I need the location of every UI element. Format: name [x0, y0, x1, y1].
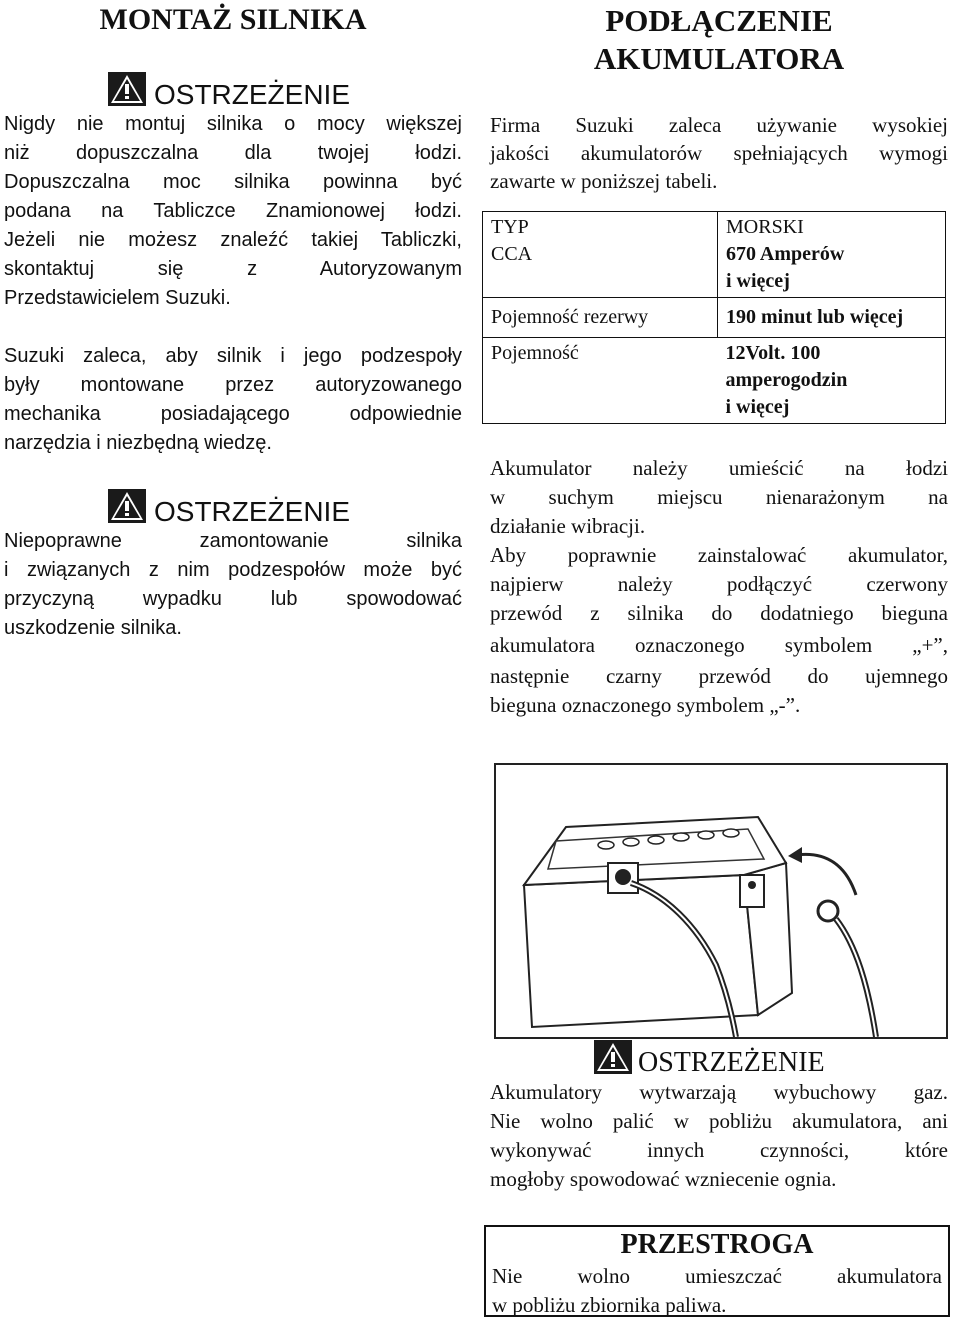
- warning-triangle-icon: [594, 1040, 632, 1074]
- text-line: Jeżeli nie możesz znaleźć takiej Tabliczki,: [4, 229, 462, 251]
- warning-heading-1: [4, 72, 462, 110]
- connection-text: [490, 541, 948, 720]
- text-line: Nigdy nie montuj silnika o mocy większej: [4, 113, 462, 135]
- table-cell: [483, 298, 718, 338]
- battery-spec-table-wrap: [490, 211, 948, 424]
- cell-value: 12Volt. 100: [725, 342, 821, 364]
- text-line: wykonywać innych czynności, które: [490, 1138, 948, 1162]
- left-column: [4, 0, 462, 643]
- table-cell: [718, 212, 946, 298]
- warning-heading-3: [490, 1040, 948, 1078]
- table-row: [483, 298, 946, 338]
- warning-block-3: [490, 1040, 948, 1194]
- battery-illustration: [494, 763, 948, 1039]
- warning-triangle-icon: [108, 489, 146, 523]
- text-line: przyczyną wypadku lub spowodować: [4, 588, 462, 610]
- text-line: akumulatora oznaczonego symbolem „+”,: [490, 633, 948, 657]
- table-cell: [718, 298, 946, 338]
- cell-label: Pojemność rezerwy: [491, 306, 649, 328]
- text-line: Akumulator należy umieścić na łodzi: [490, 456, 948, 480]
- section-title-battery-line1: PODŁĄCZENIE: [605, 3, 833, 38]
- text-line: Nie wolno umieszczać akumulatora: [492, 1264, 942, 1288]
- text-line: w suchym miejscu nienarażonym na: [490, 485, 948, 509]
- placement-text: [490, 454, 948, 541]
- warning-label: OSTRZEŻENIE: [638, 1047, 825, 1078]
- text-line: Niepoprawne zamontowanie silnika: [4, 530, 462, 552]
- text-line: następnie czarny przewód do ujemnego: [490, 664, 948, 688]
- text-line: działanie wibracji.: [490, 514, 646, 538]
- warning-text-3: [490, 1078, 948, 1194]
- cell-value: i więcej: [726, 270, 790, 292]
- warning-heading-2: [4, 489, 462, 527]
- caution-label: PRZESTROGA: [620, 1229, 814, 1260]
- table-cell: [483, 338, 718, 424]
- cell-label: Pojemność: [491, 342, 579, 364]
- text-line: Dopuszczalna moc silnika powinna być: [4, 171, 462, 193]
- right-column: [490, 0, 948, 720]
- recommendation-text: [4, 342, 462, 458]
- text-line: skontaktuj się z Autoryzowanym: [4, 258, 462, 280]
- text-line: Nie wolno palić w pobliżu akumulatora, ani: [490, 1109, 948, 1133]
- text-line: przewód z silnika do dodatniego bieguna: [490, 601, 948, 625]
- text-line: jakości akumulatorów spełniających wymogi: [490, 141, 948, 165]
- cell-value: amperogodzin: [725, 369, 848, 391]
- text-line: w pobliżu zbiornika paliwa.: [492, 1293, 727, 1317]
- text-line: Przedstawicielem Suzuki.: [4, 287, 231, 309]
- cell-label: TYP: [491, 216, 529, 238]
- warning-text-2: [4, 527, 462, 643]
- warning-triangle-icon: [108, 72, 146, 106]
- text-line: Aby poprawnie zainstalować akumulator,: [490, 543, 948, 567]
- table-row: [483, 338, 946, 424]
- caution-box: [484, 1225, 950, 1317]
- text-line: najpierw należy podłączyć czerwony: [490, 572, 948, 596]
- text-line: były montowane przez autoryzowanego: [4, 374, 462, 396]
- section-title-battery-line2: AKUMULATORA: [593, 41, 845, 76]
- text-line: Akumulatory wytwarzają wybuchowy gaz.: [490, 1080, 948, 1104]
- cell-label: [491, 268, 709, 295]
- text-line: Suzuki zaleca, aby silnik i jego podzespoły: [4, 345, 462, 367]
- cell-value: 670 Amperów: [726, 243, 845, 265]
- cell-value: i więcej: [725, 396, 790, 418]
- text-line: uszkodzenie silnika.: [4, 617, 182, 639]
- text-line: narzędzia i niezbędną wiedzę.: [4, 432, 272, 454]
- text-line: i związanych z nim podzespołów może być: [4, 559, 462, 581]
- text-line: niż dopuszczalna dla twojej łodzi.: [4, 142, 462, 164]
- table-cell: [483, 212, 718, 298]
- text-line: mogłoby spowodować wzniecenie ognia.: [490, 1167, 837, 1191]
- battery-spec-table: [482, 211, 946, 424]
- text-line: podana na Tabliczce Znamionowej łodzi.: [4, 200, 462, 222]
- battery-drawing: [496, 765, 946, 1037]
- cell-value: 190 minut lub więcej: [726, 306, 904, 328]
- cell-value: MORSKI: [726, 216, 804, 238]
- text-line: mechanika posiadającego odpowiednie: [4, 403, 462, 425]
- table-cell: [718, 338, 946, 424]
- intro-text: [490, 111, 948, 195]
- section-title-engine-mounting: MONTAŻ SILNIKA: [99, 3, 367, 36]
- warning-text-1: [4, 110, 462, 313]
- warning-label: OSTRZEŻENIE: [154, 496, 351, 527]
- text-line: zawarte w poniższej tabeli.: [490, 169, 718, 193]
- table-row: [483, 212, 946, 298]
- warning-label: OSTRZEŻENIE: [154, 79, 351, 110]
- text-line: bieguna oznaczonego symbolem „-”.: [490, 693, 801, 717]
- cell-label: CCA: [491, 243, 533, 265]
- text-line: Firma Suzuki zaleca używanie wysokiej: [490, 113, 948, 137]
